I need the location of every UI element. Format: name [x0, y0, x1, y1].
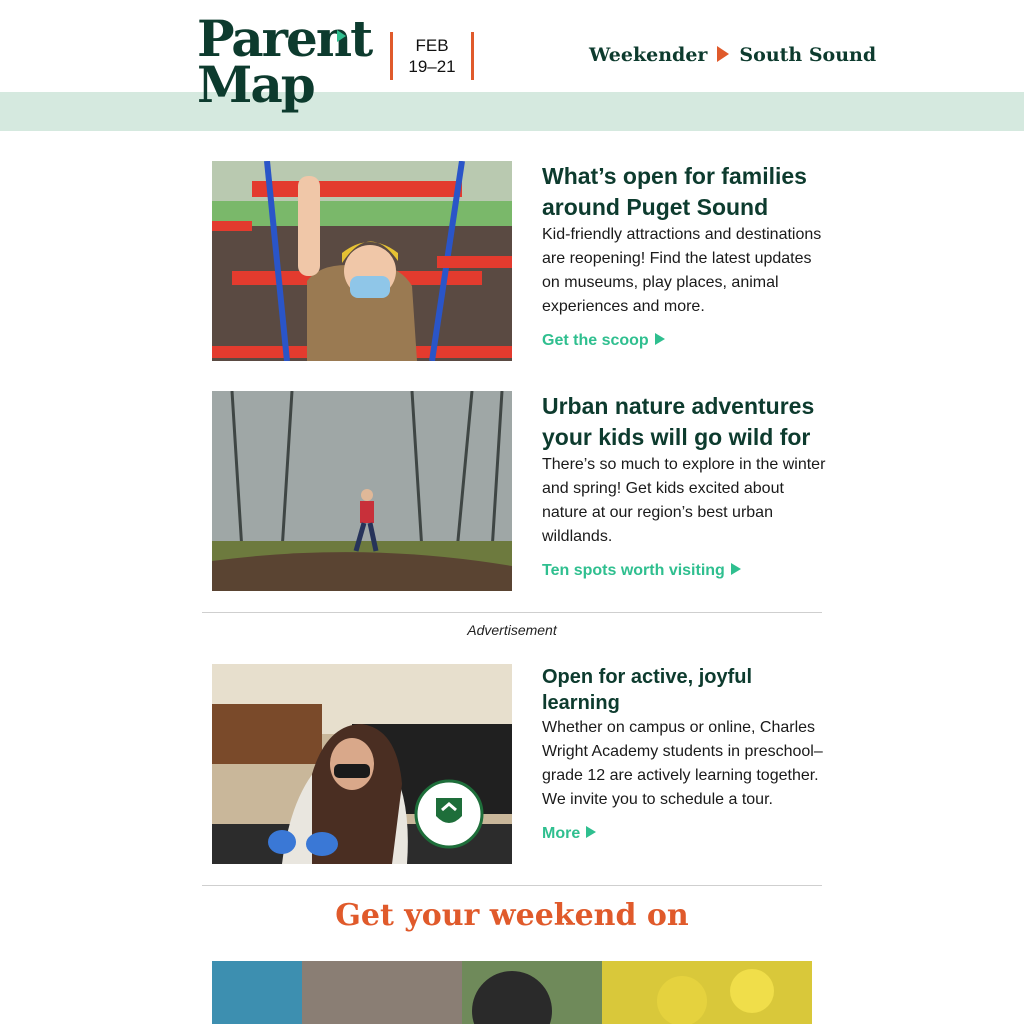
weekend-section-title: Get your weekend on — [335, 898, 689, 933]
logo-play-icon — [337, 30, 346, 42]
divider — [202, 885, 822, 886]
issue-date-days: 19–21 — [408, 57, 456, 76]
link-arrow-icon — [655, 333, 665, 345]
ad-body: Whether on campus or online, Charles Wright Academy students in preschool–grade 12 are actively learning together. We invite you to schedule a tour. — [542, 719, 823, 808]
article-text — [542, 161, 827, 353]
ad-text — [542, 664, 827, 846]
more-link[interactable] — [542, 822, 827, 846]
logo-text-map: Map — [197, 55, 314, 114]
article-body: Kid-friendly attractions and destinations are reopening! Find the latest updates on museums, play places, animal experiences and more. — [542, 226, 822, 315]
parentmap-logo[interactable] — [197, 9, 372, 114]
ad-image-classroom[interactable] — [212, 664, 512, 864]
link-arrow-icon — [731, 563, 741, 575]
edition-region: South Sound — [739, 44, 877, 66]
article-body: There’s so much to explore in the winter and spring! Get kids excited about nature at our region’s best urban wildlands. — [542, 456, 826, 545]
link-label: More — [542, 825, 581, 842]
newsletter-edition — [589, 44, 876, 66]
divider — [202, 612, 822, 613]
ad-title[interactable]: Open for active, joyful learning — [542, 666, 753, 714]
ten-spots-link[interactable] — [542, 559, 827, 583]
advertisement-label: Advertisement — [467, 622, 557, 638]
edition-section: Weekender — [589, 44, 708, 66]
article-text — [542, 391, 827, 583]
issue-date-month: FEB — [415, 36, 449, 55]
header-band — [0, 92, 1024, 131]
edition-arrow-icon — [717, 46, 729, 62]
article-image-playground[interactable] — [212, 161, 512, 361]
link-label: Ten spots worth visiting — [542, 562, 725, 579]
logo-text-parent: Parent — [197, 9, 372, 68]
article-image-forest-child[interactable] — [212, 391, 512, 591]
get-the-scoop-link[interactable] — [542, 329, 827, 353]
weekend-hero-image[interactable] — [212, 961, 812, 1024]
link-label: Get the scoop — [542, 332, 649, 349]
link-arrow-icon — [586, 826, 596, 838]
article-title[interactable]: What’s open for families around Puget Sound — [542, 163, 807, 220]
issue-date — [390, 32, 474, 80]
article-title[interactable]: Urban nature adventures your kids will go wild for — [542, 393, 815, 450]
